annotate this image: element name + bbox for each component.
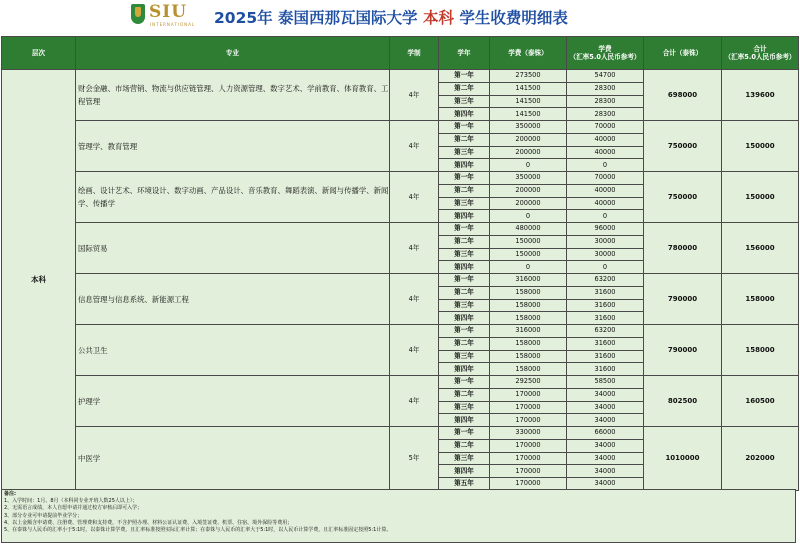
- fee-rmb-cell: 28300: [567, 95, 644, 108]
- year-cell: 第三年: [439, 350, 490, 363]
- fee-thb-cell: 0: [490, 261, 567, 274]
- header-fee-thb: 学费（泰铢）: [490, 37, 567, 70]
- header-level: 层次: [2, 37, 76, 70]
- year-cell: 第三年: [439, 452, 490, 465]
- header-fee-rmb: [567, 37, 644, 70]
- fee-thb-cell: 170000: [490, 452, 567, 465]
- fee-rmb-cell: 34000: [567, 388, 644, 401]
- fee-rmb-cell: 28300: [567, 108, 644, 121]
- duration-cell: 4年: [390, 376, 439, 427]
- total-thb-cell: 750000: [644, 172, 722, 223]
- fee-table: [1, 36, 799, 491]
- fee-rmb-cell: 30000: [567, 235, 644, 248]
- fee-rmb-cell: 70000: [567, 172, 644, 185]
- fee-thb-cell: 316000: [490, 325, 567, 338]
- fee-thb-cell: 150000: [490, 235, 567, 248]
- fee-thb-cell: 170000: [490, 465, 567, 478]
- fee-rmb-cell: 0: [567, 159, 644, 172]
- total-rmb-cell: 202000: [722, 427, 799, 491]
- year-cell: 第三年: [439, 299, 490, 312]
- fee-thb-cell: 350000: [490, 121, 567, 134]
- fee-rmb-cell: 34000: [567, 401, 644, 414]
- table-row: [2, 376, 799, 389]
- year-cell: 第二年: [439, 184, 490, 197]
- fee-rmb-cell: 30000: [567, 248, 644, 261]
- fee-thb-cell: 170000: [490, 439, 567, 452]
- table-row: [2, 274, 799, 287]
- note-line: 1、入学时间：1月、8月（本科同专业开班人数25人以上）；: [4, 498, 138, 505]
- fee-rmb-cell: 40000: [567, 184, 644, 197]
- fee-thb-cell: 170000: [490, 401, 567, 414]
- fee-rmb-cell: 34000: [567, 465, 644, 478]
- fee-thb-cell: 158000: [490, 299, 567, 312]
- total-thb-cell: 750000: [644, 121, 722, 172]
- note-line: 2、无需语言成绩，本人自愿申请并通过校方审核后即可入学；: [4, 505, 143, 512]
- notes-lines: [4, 498, 793, 534]
- fee-rmb-cell: 31600: [567, 299, 644, 312]
- fee-thb-cell: 158000: [490, 286, 567, 299]
- fee-thb-cell: 292500: [490, 376, 567, 389]
- total-thb-cell: 698000: [644, 70, 722, 121]
- title-rest: 学生收费明细表: [459, 9, 568, 27]
- table-row: [2, 70, 799, 83]
- year-cell: 第四年: [439, 363, 490, 376]
- duration-cell: 4年: [390, 325, 439, 376]
- year-cell: 第三年: [439, 197, 490, 210]
- fee-thb-cell: 316000: [490, 274, 567, 287]
- fee-rmb-cell: 34000: [567, 439, 644, 452]
- total-thb-cell: 780000: [644, 223, 722, 274]
- table-row: [2, 121, 799, 134]
- table-row: [2, 223, 799, 236]
- fee-thb-cell: 141500: [490, 108, 567, 121]
- year-cell: 第一年: [439, 223, 490, 236]
- fee-table-body: [2, 70, 799, 491]
- year-cell: 第一年: [439, 121, 490, 134]
- year-cell: 第四年: [439, 414, 490, 427]
- year-cell: 第三年: [439, 95, 490, 108]
- major-cell: 管理学、教育管理: [76, 121, 390, 172]
- major-cell: 护理学: [76, 376, 390, 427]
- table-row: [2, 427, 799, 440]
- year-cell: 第二年: [439, 388, 490, 401]
- fee-thb-cell: 0: [490, 210, 567, 223]
- fee-rmb-cell: 96000: [567, 223, 644, 236]
- year-cell: 第一年: [439, 376, 490, 389]
- fee-rmb-cell: 34000: [567, 478, 644, 491]
- total-rmb-cell: 158000: [722, 325, 799, 376]
- fee-thb-cell: 200000: [490, 184, 567, 197]
- fee-thb-cell: 200000: [490, 146, 567, 159]
- fee-thb-cell: 273500: [490, 70, 567, 83]
- fee-rmb-cell: 0: [567, 261, 644, 274]
- header-total-rmb: [722, 37, 799, 70]
- table-header-row: [2, 37, 799, 70]
- year-cell: 第四年: [439, 210, 490, 223]
- duration-cell: 4年: [390, 274, 439, 325]
- note-line: 5、在泰铢与人民币的汇率小于5:1时，以泰铢计算学费，且汇率标准按照实际汇率计算；在泰铢与人民币的汇率大于5:1时，以人民币计算学费，且汇率标准固定按照5:1计算。: [4, 527, 392, 534]
- fee-rmb-cell: 34000: [567, 452, 644, 465]
- title-school: 泰国西那瓦国际大学: [278, 9, 418, 27]
- fee-rmb-cell: 40000: [567, 133, 644, 146]
- logo-brand: SIU: [149, 2, 188, 22]
- fee-thb-cell: 200000: [490, 133, 567, 146]
- major-cell: 绘画、设计艺术、环境设计、数字动画、产品设计、音乐教育、舞蹈表演、新闻与传播学、新闻学、传播学: [76, 172, 390, 223]
- year-cell: 第二年: [439, 235, 490, 248]
- fee-rmb-cell: 34000: [567, 414, 644, 427]
- year-cell: 第三年: [439, 248, 490, 261]
- year-cell: 第二年: [439, 133, 490, 146]
- page-title: [214, 6, 568, 28]
- duration-cell: 5年: [390, 427, 439, 491]
- total-rmb-cell: 156000: [722, 223, 799, 274]
- fee-rmb-cell: 58500: [567, 376, 644, 389]
- fee-thb-cell: 0: [490, 159, 567, 172]
- major-cell: 中医学: [76, 427, 390, 491]
- fee-rmb-cell: 63200: [567, 274, 644, 287]
- note-line: 4、以上金额含申请费、注册费、管理费和支持费，不含护照办理、材料公证认证费、入境签证费、机票、住宿、境外保险等费用；: [4, 519, 293, 526]
- fee-rmb-cell: 54700: [567, 70, 644, 83]
- major-cell: 国际贸易: [76, 223, 390, 274]
- shield-icon: [131, 4, 145, 24]
- duration-cell: 4年: [390, 172, 439, 223]
- year-cell: 第三年: [439, 401, 490, 414]
- fee-rmb-cell: 31600: [567, 337, 644, 350]
- fee-rmb-cell: 63200: [567, 325, 644, 338]
- year-cell: 第二年: [439, 286, 490, 299]
- major-cell: 财会金融、市场营销、物流与供应链管理、人力资源管理、数字艺术、学前教育、体育教育、工程管理: [76, 70, 390, 121]
- level-cell: 本科: [2, 70, 76, 491]
- total-thb-cell: 790000: [644, 274, 722, 325]
- year-cell: 第三年: [439, 146, 490, 159]
- year-cell: 第四年: [439, 261, 490, 274]
- header-fee-rmb-label: 学费: [598, 44, 612, 53]
- year-cell: 第五年: [439, 478, 490, 491]
- fee-thb-cell: 200000: [490, 197, 567, 210]
- fee-thb-cell: 170000: [490, 388, 567, 401]
- fee-thb-cell: 141500: [490, 82, 567, 95]
- fee-thb-cell: 158000: [490, 363, 567, 376]
- fee-rmb-cell: 28300: [567, 82, 644, 95]
- fee-rmb-cell: 66000: [567, 427, 644, 440]
- fee-rmb-cell: 70000: [567, 121, 644, 134]
- fee-thb-cell: 350000: [490, 172, 567, 185]
- year-cell: 第二年: [439, 439, 490, 452]
- table-row: [2, 172, 799, 185]
- fee-thb-cell: 170000: [490, 414, 567, 427]
- year-cell: 第一年: [439, 172, 490, 185]
- fee-rmb-cell: 0: [567, 210, 644, 223]
- fee-rmb-cell: 40000: [567, 197, 644, 210]
- notes-box: [1, 489, 796, 543]
- year-cell: 第二年: [439, 337, 490, 350]
- fee-thb-cell: 330000: [490, 427, 567, 440]
- major-cell: 公共卫生: [76, 325, 390, 376]
- fee-thb-cell: 170000: [490, 478, 567, 491]
- year-cell: 第四年: [439, 159, 490, 172]
- total-rmb-cell: 160500: [722, 376, 799, 427]
- year-cell: 第四年: [439, 465, 490, 478]
- header-year: 学年: [439, 37, 490, 70]
- duration-cell: 4年: [390, 121, 439, 172]
- fee-thb-cell: 158000: [490, 350, 567, 363]
- fee-rmb-cell: 31600: [567, 312, 644, 325]
- fee-thb-cell: 480000: [490, 223, 567, 236]
- header-total-rmb-label: 合计: [753, 44, 767, 53]
- header-total-rmb-note: （汇率5.0人民币参考）: [724, 53, 796, 61]
- duration-cell: 4年: [390, 70, 439, 121]
- fee-rmb-cell: 40000: [567, 146, 644, 159]
- fee-thb-cell: 150000: [490, 248, 567, 261]
- notes-title: 备注:: [4, 491, 16, 497]
- year-cell: 第一年: [439, 274, 490, 287]
- header-fee-rmb-note: （汇率5.0人民币参考）: [569, 53, 641, 61]
- header-total-thb: 合计（泰铢）: [644, 37, 722, 70]
- total-rmb-cell: 158000: [722, 274, 799, 325]
- year-cell: 第二年: [439, 82, 490, 95]
- title-year: 2025年: [214, 9, 273, 27]
- total-rmb-cell: 150000: [722, 172, 799, 223]
- year-cell: 第一年: [439, 325, 490, 338]
- total-rmb-cell: 150000: [722, 121, 799, 172]
- year-cell: 第四年: [439, 108, 490, 121]
- header-major: 专业: [76, 37, 390, 70]
- header-duration: 学制: [390, 37, 439, 70]
- note-line: 3、部分专业可申请提前毕业学分；: [4, 512, 83, 519]
- total-rmb-cell: 139600: [722, 70, 799, 121]
- year-cell: 第一年: [439, 70, 490, 83]
- fee-rmb-cell: 31600: [567, 350, 644, 363]
- fee-rmb-cell: 31600: [567, 286, 644, 299]
- fee-thb-cell: 158000: [490, 312, 567, 325]
- logo-subtitle: INTERNATIONAL: [150, 22, 196, 27]
- total-thb-cell: 802500: [644, 376, 722, 427]
- duration-cell: 4年: [390, 223, 439, 274]
- fee-thb-cell: 158000: [490, 337, 567, 350]
- total-thb-cell: 790000: [644, 325, 722, 376]
- siu-logo: [131, 2, 211, 32]
- fee-rmb-cell: 31600: [567, 363, 644, 376]
- page-header: [0, 0, 800, 34]
- title-level: 本科: [422, 9, 454, 27]
- fee-thb-cell: 141500: [490, 95, 567, 108]
- year-cell: 第四年: [439, 312, 490, 325]
- total-thb-cell: 1010000: [644, 427, 722, 491]
- table-row: [2, 325, 799, 338]
- major-cell: 信息管理与信息系统、新能源工程: [76, 274, 390, 325]
- year-cell: 第一年: [439, 427, 490, 440]
